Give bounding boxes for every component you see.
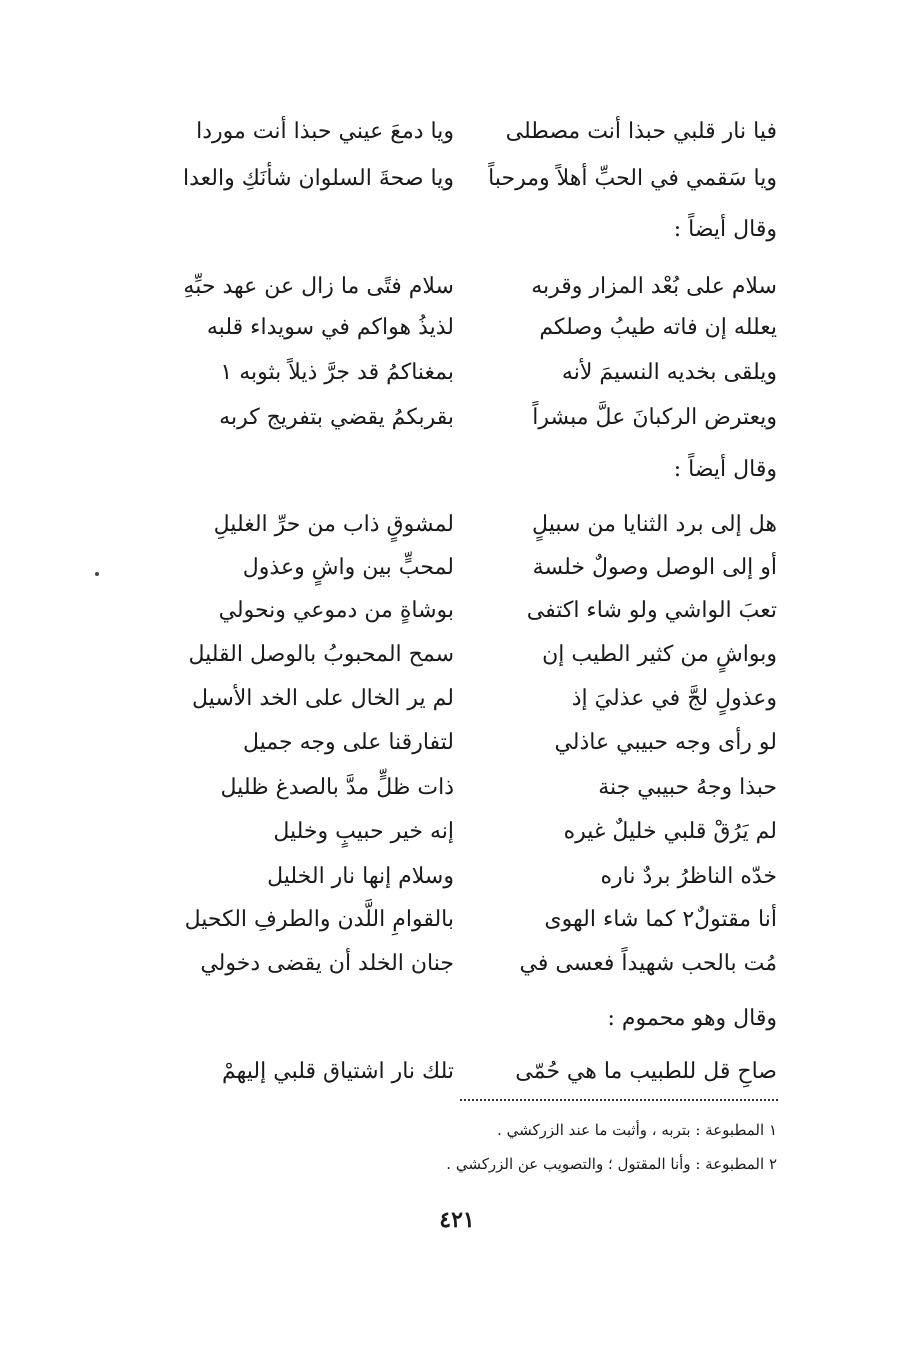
first-hemistich: هل إلى برد الثنايا من سبيلٍ [532, 512, 777, 537]
first-hemistich: أنا مقتولٌ٢ كما شاء الهوى [544, 907, 777, 932]
verse-line [0, 304, 914, 352]
first-hemistich: لو رأى وجه حبيبي عاذلي [554, 730, 777, 755]
verse-line [0, 544, 914, 592]
first-hemistich: يعلله إن فاته طيبُ وصلكم [539, 315, 777, 340]
footnote: ١ المطبوعة : بتربه ، وأثبت ما عند الزركشي . [497, 1121, 777, 1139]
first-hemistich: ويا سَقمي في الحبِّ أهلاً ومرحباً [488, 166, 777, 191]
verse-line [0, 108, 914, 156]
first-hemistich: وعذولٍ لجَّ في عذليَ إذ [571, 686, 777, 711]
first-hemistich: صاحِ قل للطبيب ما هي حُمّى [515, 1059, 777, 1084]
poem-intro: وقال أيضاً : [673, 457, 777, 482]
poem-intro: وقال أيضاً : [673, 217, 777, 242]
second-hemistich: بقربكمُ يقضي بتفريج كربه [219, 405, 454, 430]
verse-line [0, 587, 914, 635]
verse-line [0, 940, 914, 988]
first-hemistich: حبذا وجهُ حبيبي جنة [598, 775, 777, 800]
verse-line [0, 896, 914, 944]
speck-mark [95, 572, 99, 576]
verse-line [0, 1048, 914, 1096]
verse-line [0, 764, 914, 812]
second-hemistich: سلام فتًى ما زال عن عهد حبِّهِ [183, 274, 454, 299]
first-hemistich: ويعترض الركبانَ علَّ مبشراً [532, 405, 777, 430]
first-hemistich: مُت بالحب شهيداً فعسى في [519, 951, 777, 976]
second-hemistich: لذيذُ هواكم في سويداء قلبه [206, 315, 454, 340]
first-hemistich: لم يَرُقْ قلبي خليلٌ غيره [563, 819, 777, 844]
first-hemistich: فيا نار قلبي حبذا أنت مصطلى [505, 119, 777, 144]
second-hemistich: لمشوقٍ ذاب من حرِّ الغليلِ [213, 512, 454, 537]
first-hemistich: خدّه الناظرُ بردٌ ناره [600, 864, 777, 889]
verse-line [0, 853, 914, 901]
second-hemistich: لم ير الخال على الخد الأسيل [192, 686, 454, 711]
second-hemistich: بمغناكمُ قد جرَّ ذيلاً بثوبه ١ [220, 360, 454, 385]
verse-line [0, 394, 914, 442]
verse-line [0, 501, 914, 549]
first-hemistich: تعبَ الواشي ولو شاء اكتفى [526, 598, 777, 623]
verse-line [0, 675, 914, 723]
verse-line [0, 719, 914, 767]
second-hemistich: ويا دمعَ عيني حبذا أنت موردا [196, 119, 454, 144]
second-hemistich: لمحبٍّ بين واشٍ وعذول [242, 555, 454, 580]
page-number: ٤٢١ [439, 1207, 475, 1233]
second-hemistich: جنان الخلد أن يقضى دخولي [200, 951, 454, 976]
second-hemistich: بوشاةٍ من دموعي ونحولي [218, 598, 454, 623]
poem-intro: وقال وهو محموم : [607, 1006, 777, 1031]
second-hemistich: وسلام إنها نار الخليل [267, 864, 454, 889]
second-hemistich: تلك نار اشتياق قلبي إليهمْ [222, 1059, 454, 1084]
verse-line [0, 808, 914, 856]
second-hemistich: سمح المحبوبُ بالوصل القليل [188, 642, 454, 667]
first-hemistich: ويلقى بخديه النسيمَ لأنه [561, 360, 777, 385]
verse-line [0, 155, 914, 203]
second-hemistich: ويا صحةَ السلوان شأنَكِ والعدا [183, 166, 454, 191]
second-hemistich: لتفارقنا على وجه جميل [242, 730, 454, 755]
second-hemistich: ذات ظلٍّ مدَّ بالصدغ ظليل [220, 775, 454, 800]
first-hemistich: سلام على بُعْد المزار وقربه [531, 274, 777, 299]
footnote-separator [460, 1099, 778, 1101]
second-hemistich: إنه خير حبيبٍ وخليل [273, 819, 454, 844]
footnote: ٢ المطبوعة : وأنا المقتول ؛ والتصويب عن الزركشي . [446, 1155, 777, 1173]
verse-line [0, 631, 914, 679]
first-hemistich: وبواشٍ من كثير الطيب إن [542, 642, 777, 667]
first-hemistich: أو إلى الوصل وصولٌ خلسة [532, 555, 777, 580]
second-hemistich: بالقوامِ اللَّدن والطرفِ الكحيل [184, 907, 454, 932]
verse-line [0, 349, 914, 397]
